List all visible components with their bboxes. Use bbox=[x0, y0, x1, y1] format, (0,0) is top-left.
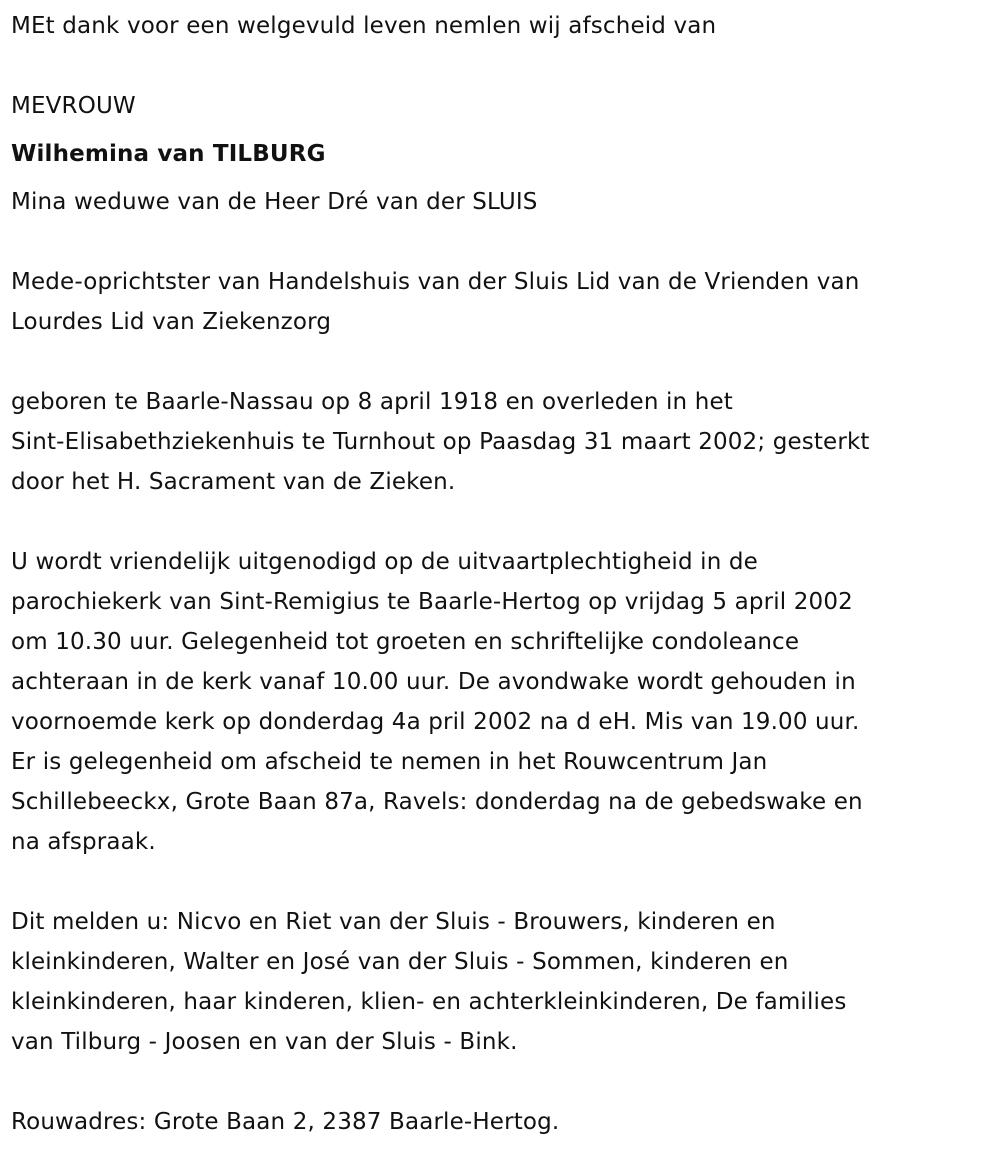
paragraph-line: geboren te Baarle-Nassau op 8 april 1918 en overleden in het bbox=[11, 389, 733, 415]
paragraph-line: Er is gelegenheid om afscheid te nemen in het Rouwcentrum Jan bbox=[11, 749, 768, 775]
paragraph-line: Schillebeeckx, Grote Baan 87a, Ravels: donderdag na de gebedswake en bbox=[11, 789, 863, 815]
paragraph-line: door het H. Sacrament van de Zieken. bbox=[11, 469, 456, 495]
paragraph-line: om 10.30 uur. Gelegenheid tot groeten en schriftelijke condoleance bbox=[11, 629, 800, 655]
spacer bbox=[11, 342, 991, 382]
spacer bbox=[11, 222, 991, 262]
spacer bbox=[11, 1062, 991, 1102]
paragraph-line: U wordt vriendelijk uitgenodigd op de uitvaartplechtigheid in de bbox=[11, 549, 758, 575]
paragraph-line: kleinkinderen, Walter en José van der Sluis - Sommen, kinderen en bbox=[11, 949, 789, 975]
family-paragraph bbox=[11, 902, 991, 1062]
honorific-title: MEVROUW bbox=[11, 93, 136, 119]
widow-of-text: Mina weduwe van de Heer Dré van der SLUIS bbox=[11, 189, 538, 215]
paragraph-line: voornoemde kerk op donderdag 4a pril 2002 na d eH. Mis van 19.00 uur. bbox=[11, 709, 860, 735]
intro-text: MEt dank voor een welgevuld leven nemlen wij afscheid van bbox=[11, 13, 717, 39]
paragraph-line: Lourdes Lid van Ziekenzorg bbox=[11, 309, 332, 335]
paragraph-line: achteraan in de kerk vanaf 10.00 uur. De avondwake wordt gehouden in bbox=[11, 669, 856, 695]
ceremony-paragraph bbox=[11, 542, 991, 862]
spacer bbox=[11, 862, 991, 902]
paragraph-line: Mede-oprichtster van Handelshuis van der Sluis Lid van de Vrienden van bbox=[11, 269, 860, 295]
paragraph-line: kleinkinderen, haar kinderen, klien- en achterkleinkinderen, De families bbox=[11, 989, 847, 1015]
spacer bbox=[11, 502, 991, 542]
birth-death-paragraph bbox=[11, 382, 991, 502]
roles-paragraph bbox=[11, 262, 991, 342]
paragraph-line: parochiekerk van Sint-Remigius te Baarle-Hertog op vrijdag 5 april 2002 bbox=[11, 589, 853, 615]
paragraph-line: Sint-Elisabethziekenhuis te Turnhout op Paasdag 31 maart 2002; gesterkt bbox=[11, 429, 870, 455]
paragraph-line: Dit melden u: Nicvo en Riet van der Sluis - Brouwers, kinderen en bbox=[11, 909, 776, 935]
spacer bbox=[11, 126, 991, 134]
paragraph-line: na afspraak. bbox=[11, 829, 156, 855]
obituary-notice bbox=[11, 6, 991, 1142]
mourning-address: Rouwadres: Grote Baan 2, 2387 Baarle-Hertog. bbox=[11, 1109, 560, 1135]
spacer bbox=[11, 174, 991, 182]
paragraph-line: van Tilburg - Joosen en van der Sluis - Bink. bbox=[11, 1029, 518, 1055]
spacer bbox=[11, 46, 991, 86]
deceased-name: Wilhemina van TILBURG bbox=[11, 141, 326, 167]
